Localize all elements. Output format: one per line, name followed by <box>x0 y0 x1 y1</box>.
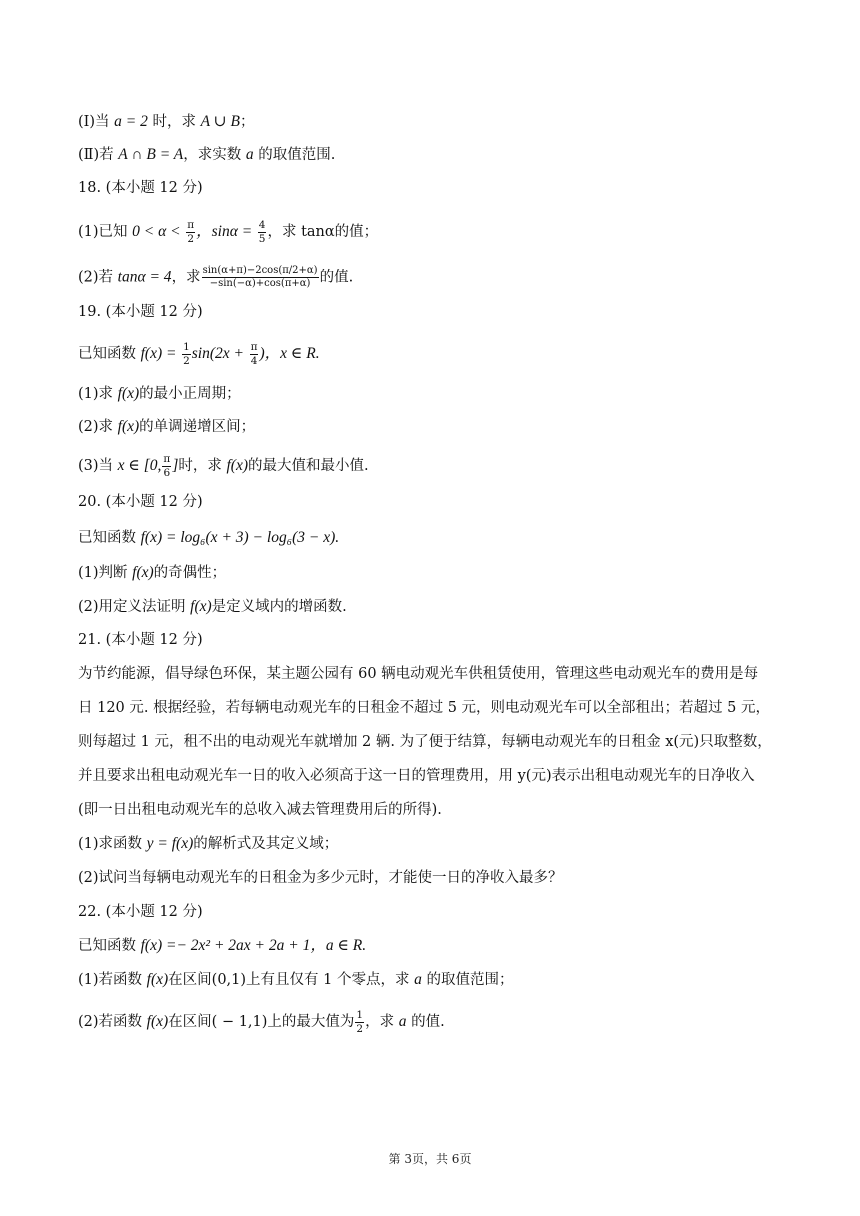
p21-header: 21. (本小题 12 分) <box>78 632 203 648</box>
p20-q2: (2)用定义法证明 f(x)是定义域内的增函数. <box>78 598 347 615</box>
p18-part1: (1)已知 0 < α < $\frac{\pi}{2}$ ，sinα = $\frac{4}{5}$ ，求 tanα的值； <box>78 219 379 245</box>
fraction-pi-over-2: $\frac{\pi}{2}$ <box>187 219 195 245</box>
page-footer: 第 3页，共 6页 <box>388 1152 472 1166</box>
p19-q2: (2)求 f(x)的单调递增区间； <box>78 418 256 435</box>
p21-body-line-5: (即一日出租电动观光车的总收入减去管理费用后的所得). <box>78 802 442 818</box>
p21-body-line-2: 日 120 元. 根据经验，若每辆电动观光车的日租金不超过 5 元，则电动观光车可以全部租出；若超过 5 元， <box>78 700 770 716</box>
p19-intro: 已知函数 f(x) = $\frac{1}{2}$ sin(2x + $\frac{\pi}{4}$ )，x ∈ R. <box>78 341 320 367</box>
p19-q3: (3)当 x ∈ [0, $\frac{\pi}{6}$ ]时，求 f(x)的最大值和最小值. <box>78 453 369 479</box>
fraction-pi-over-6: $\frac{\pi}{6}$ <box>163 453 171 479</box>
p20-q1: (1)判断 f(x)的奇偶性； <box>78 564 227 581</box>
p21-body-line-3: 则每超过 1 元，租不出的电动观光车就增加 2 辆. 为了便于结算，每辆电动观光车的日租金 x(元)只取整数， <box>78 734 772 750</box>
p18-header: 18. (本小题 12 分) <box>78 180 203 196</box>
p22-header: 22. (本小题 12 分) <box>78 904 203 920</box>
p17-part1: (Ⅰ)当 a = 2 时，求 A ∪ B； <box>78 113 255 130</box>
p22-q1: (1)若函数 f(x)在区间(0,1)上有且仅有 1 个零点，求 a 的取值范围； <box>78 971 514 988</box>
p21-q2: (2)试问当每辆电动观光车的日租金为多少元时，才能使一日的净收入最多？ <box>78 870 563 886</box>
p19-header: 19. (本小题 12 分) <box>78 304 203 320</box>
p19-q1: (1)求 f(x)的最小正周期； <box>78 385 241 402</box>
p18-part2: (2)若 tanα = 4，求 $\frac{\sin(\alpha+\pi)-2\cos(\pi/2+\alpha)}{-\sin(-\alpha)+\cos(\pi+\alpha)}$ 的值. <box>78 265 354 289</box>
trig-fraction: $\frac{\sin(\alpha+\pi)-2\cos(\pi/2+\alpha)}{-\sin(-\alpha)+\cos(\pi+\alpha)}$ <box>202 265 318 289</box>
p20-header: 20. (本小题 12 分) <box>78 494 203 510</box>
p21-q1: (1)求函数 y = f(x)的解析式及其定义域； <box>78 835 339 852</box>
fraction-1-over-2: $\frac{1}{2}$ <box>356 1009 364 1035</box>
p21-body-line-4: 并且要求出租电动观光车一日的收入必须高于这一日的管理费用，用 y(元)表示出租电动观光车的日净收入 <box>78 768 755 784</box>
p21-body-line-1: 为节约能源，倡导绿色环保，某主题公园有 60 辆电动观光车供租赁使用，管理这些电动观光车的费用是每 <box>78 666 759 682</box>
p17-part2: (Ⅱ)若 A ∩ B = A，求实数 a 的取值范围. <box>78 146 336 163</box>
p22-q2: (2)若函数 f(x)在区间( − 1,1)上的最大值为 $\frac{1}{2}$ ，求 a 的值. <box>78 1009 445 1035</box>
fraction-4-over-5: $\frac{4}{5}$ <box>258 219 266 245</box>
p22-intro: 已知函数 f(x) =− 2x² + 2ax + 2a + 1，a ∈ R. <box>78 937 367 954</box>
fraction-1-over-2: $\frac{1}{2}$ <box>183 341 190 367</box>
p20-intro: 已知函数 f(x) = log₆(x + 3) − log₆(3 − x). <box>78 529 340 546</box>
fraction-pi-over-4: $\frac{\pi}{4}$ <box>250 341 258 367</box>
